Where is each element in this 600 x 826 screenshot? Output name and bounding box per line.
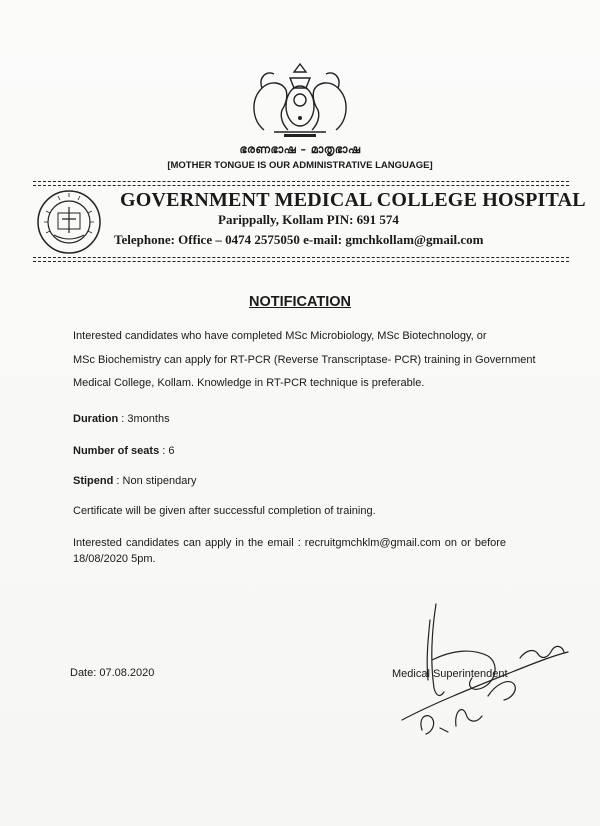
stipend-row (73, 475, 197, 487)
intro-line-3: Medical College, Kollam. Knowledge in RT-PCR technique is preferable. (73, 377, 425, 389)
state-emblem-icon (244, 60, 356, 142)
header-divider-top (33, 181, 569, 182)
intro-line-1: Interested candidates who have completed MSc Microbiology, MSc Biotechnology, or (73, 330, 487, 342)
english-tagline: [MOTHER TONGUE IS OUR ADMINISTRATIVE LANGUAGE] (167, 160, 433, 171)
signatory-designation: Medical Superintendent (392, 668, 508, 680)
duration-value: : 3months (118, 413, 170, 425)
signature-icon (392, 600, 572, 760)
malayalam-tagline: ഭരണഭാഷ – മാതൃഭാഷ (239, 143, 361, 156)
header-divider-bottom (33, 257, 569, 258)
seats-row (73, 445, 175, 457)
notice-date: Date: 07.08.2020 (70, 667, 155, 679)
seats-label: Number of seats (73, 445, 160, 457)
certificate-line: Certificate will be given after successful completion of training. (73, 505, 376, 517)
seats-value: : 6 (159, 445, 175, 457)
apply-line-2: 18/08/2020 5pm. (73, 553, 156, 565)
notice-title: NOTIFICATION (248, 294, 352, 310)
header-divider-top-2 (33, 185, 569, 186)
stipend-value: : Non stipendary (113, 475, 197, 487)
stipend-label: Stipend (73, 475, 114, 487)
hospital-name: GOVERNMENT MEDICAL COLLEGE HOSPITAL (120, 189, 586, 211)
header-divider-bottom-2 (33, 261, 569, 262)
hospital-contact: Telephone: Office – 0474 2575050 e-mail: gmchkollam@gmail.com (114, 232, 484, 247)
hospital-address: Parippally, Kollam PIN: 691 574 (218, 212, 399, 227)
apply-line-1: Interested candidates can apply in the email : recruitgmchklm@gmail.com on or before (73, 537, 507, 549)
duration-label: Duration (73, 413, 119, 425)
duration-row (73, 413, 170, 425)
intro-line-2: MSc Biochemistry can apply for RT-PCR (Reverse Transcriptase- PCR) training in Government (73, 354, 536, 366)
college-seal-icon (36, 189, 102, 255)
